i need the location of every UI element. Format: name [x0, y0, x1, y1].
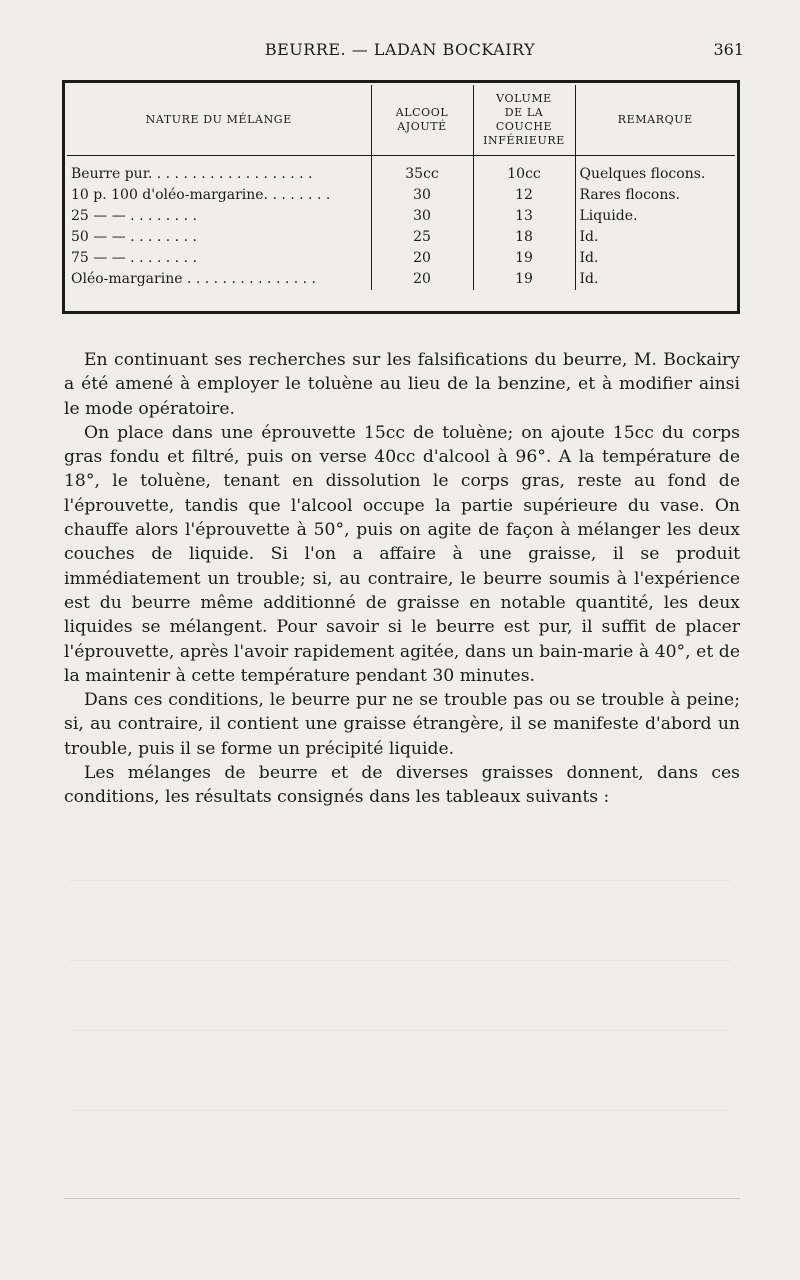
table-row	[67, 269, 735, 290]
cell-alcool: 30	[371, 206, 473, 227]
cell-volume: 12	[473, 185, 575, 206]
cell-alcool: 20	[371, 269, 473, 290]
cell-remarque: Quelques flocons.	[575, 156, 735, 186]
column-header-nature: NATURE DU MÉLANGE	[67, 85, 371, 156]
paragraph: On place dans une éprouvette 15cc de toluène; on ajoute 15cc du corps gras fondu et filtré, puis on verse 40cc d'alcool à 96°. A la température de 18°, le toluène, tenant en dissolution le corps gras, reste au fond de l'éprouvette, tandis que l'alcool occupe la partie supérieure du vase. On chauffe alors l'éprouvette à 50°, puis on agite de façon à mélanger les deux couches de liquide. Si l'on a affaire à une graisse, il se produit immédiatement un trouble; si, au contraire, le beurre soumis à l'expérience est du beurre même additionné de graisse en notable quantité, les deux liquides se mélangent. Pour savoir si le beurre est pur, il suffit de placer l'éprouvette, après l'avoir rapidement agitée, dans un bain-marie à 40°, et de la maintenir à cette température pendant 30 minutes.	[64, 422, 740, 686]
table-row	[67, 185, 735, 206]
show-through-line	[70, 960, 730, 961]
cell-volume: 19	[473, 248, 575, 269]
cell-alcool: 25	[371, 227, 473, 248]
page-header	[0, 40, 800, 66]
cell-nature: 75 — — . . . . . . . .	[71, 250, 197, 266]
results-table	[67, 85, 735, 290]
page-number: 361	[713, 40, 744, 59]
paragraph: Dans ces conditions, le beurre pur ne se trouble pas ou se trouble à peine; si, au contraire, il contient une graisse étrangère, il se manifeste d'abord un trouble, puis il se forme un précipité liquide.	[64, 690, 740, 759]
cell-alcool: 30	[371, 185, 473, 206]
cell-volume: 18	[473, 227, 575, 248]
bottom-rule	[64, 1198, 740, 1199]
cell-volume: 13	[473, 206, 575, 227]
show-through-line	[70, 880, 730, 881]
running-head: BEURRE. — LADAN BOCKAIRY	[264, 40, 536, 59]
body-text	[64, 348, 740, 810]
column-header-alcool: ALCOOL AJOUTÉ	[371, 85, 473, 156]
cell-volume: 19	[473, 269, 575, 290]
column-header-volume: VOLUME DE LA COUCHE INFÉRIEURE	[473, 85, 575, 156]
cell-remarque: Id.	[575, 248, 735, 269]
table-header-row	[67, 85, 735, 156]
cell-remarque: Liquide.	[575, 206, 735, 227]
cell-nature: 10 p. 100 d'oléo-margarine. . . . . . . .	[71, 187, 331, 203]
table-row	[67, 156, 735, 186]
paragraph: En continuant ses recherches sur les falsifications du beurre, M. Bockairy a été amené à employer le toluène au lieu de la benzine, et à modifier ainsi le mode opératoire.	[64, 350, 740, 419]
cell-remarque: Id.	[575, 269, 735, 290]
table-row	[67, 227, 735, 248]
show-through-line	[70, 1110, 730, 1111]
cell-nature: 50 — — . . . . . . . .	[71, 229, 197, 245]
show-through-line	[70, 1030, 730, 1031]
cell-alcool: 20	[371, 248, 473, 269]
table-row	[67, 248, 735, 269]
cell-remarque: Rares flocons.	[575, 185, 735, 206]
cell-nature: Beurre pur. . . . . . . . . . . . . . . . . . .	[71, 166, 313, 182]
table-row	[67, 206, 735, 227]
paragraph: Les mélanges de beurre et de diverses graisses donnent, dans ces conditions, les résultats consignés dans les tableaux suivants :	[64, 763, 740, 808]
results-table-frame	[62, 80, 740, 314]
cell-nature: 25 — — . . . . . . . .	[71, 208, 197, 224]
cell-volume: 10cc	[473, 156, 575, 186]
cell-alcool: 35cc	[371, 156, 473, 186]
column-header-remarque: REMARQUE	[575, 85, 735, 156]
cell-remarque: Id.	[575, 227, 735, 248]
cell-nature: Oléo-margarine . . . . . . . . . . . . . . .	[71, 271, 316, 287]
